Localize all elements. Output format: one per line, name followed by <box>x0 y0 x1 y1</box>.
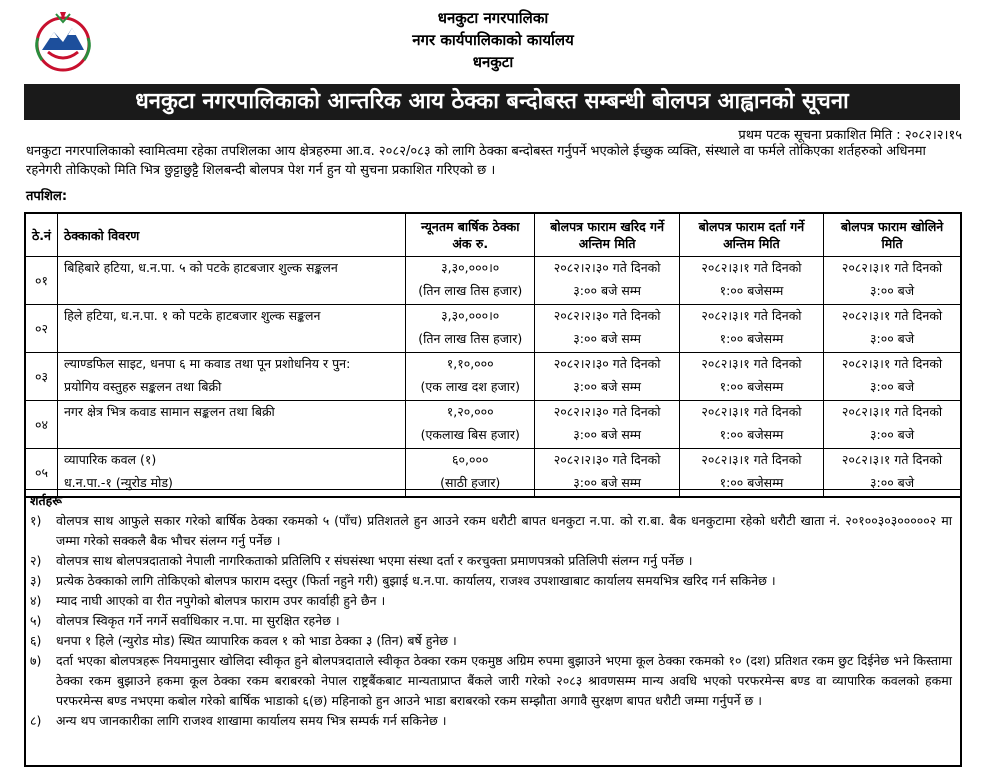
row-amount <box>405 353 535 401</box>
description-line: ध.न.पा.-१ (न्युरोड मोड) <box>63 475 173 490</box>
amount-value: ६०,००० <box>451 452 489 467</box>
row-open-date <box>824 353 961 401</box>
term-item <box>26 591 960 611</box>
terms-section <box>24 489 962 767</box>
open-time: ३:०० बजे <box>870 427 915 442</box>
description-line: प्रयोगिय वस्तुहरु सङ्कलन तथा बिक्री <box>63 379 222 394</box>
amount-words: (तिन लाख तिस हजार) <box>418 331 523 346</box>
row-amount <box>405 257 535 305</box>
term-number: ८) <box>30 713 42 728</box>
intro-paragraph: धनकुटा नगरपालिकाको स्वामित्वमा रहेका तपशिलका आय क्षेत्रहरुमा आ.व. २०८२/०८३ को लागि ठेक्का बन्दोबस्त गर्नुपर्ने भएकोले ईच्छुक व्यक्ति, संस्थाले वा फर्मले तोकिएका शर्तहरुको अधिनमा रहनेगरी तोकिएको मिति भित्र छुट्टाछुट्टै शिलबन्दी बोलपत्र पेश गर्न हुन यो सुचना प्रकाशित गरिएको छ । <box>26 144 926 178</box>
terms-title: शर्तहरू <box>30 493 62 508</box>
open-date: २०८२।३।१ गते दिनको <box>841 308 943 323</box>
register-time: १:०० बजेसम्म <box>719 427 784 442</box>
row-number: ०४ <box>25 401 57 449</box>
amount-value: ३,३०,०००।० <box>441 260 500 275</box>
open-time: ३:०० बजे <box>870 331 915 346</box>
buy-date: २०८२।२।३० गते दिनको <box>553 404 661 419</box>
row-description <box>57 257 405 305</box>
open-date: २०८२।३।१ गते दिनको <box>841 404 943 419</box>
row-number: ०५ <box>25 449 57 498</box>
term-item <box>26 711 960 731</box>
term-number: ७) <box>30 653 42 668</box>
term-text: प्रत्येक ठेक्काको लागि तोकिएको बोलपत्र फाराम दस्तुर (फिर्ता नहुने गरी) बुझाई ध.न.पा. कार्यालय, राजश्व उपशाखाबाट कार्यालय समयभित्र खरिद गर्न सकिनेछ । <box>56 573 776 588</box>
row-amount <box>405 305 535 353</box>
open-time: ३:०० बजे <box>870 379 915 394</box>
row-description <box>57 305 405 353</box>
contract-table <box>24 212 962 498</box>
office-location: धनकुटा <box>472 53 514 71</box>
term-number: २) <box>30 553 42 568</box>
register-time: १:०० बजेसम्म <box>719 331 784 346</box>
open-date: २०८२।३।१ गते दिनको <box>841 452 943 467</box>
term-item <box>26 511 960 551</box>
register-date: २०८२।३।१ गते दिनको <box>701 356 802 371</box>
buy-time: ३:०० बजे सम्म <box>573 475 641 490</box>
municipality-name: धनकुटा नगरपालिका <box>437 9 549 27</box>
description-line: ल्याण्डफिल साइट, धनपा ६ मा कवाड तथा पून प्रशोधनिय र पुन: <box>63 356 351 371</box>
table-header-row <box>25 213 961 257</box>
row-number: ०२ <box>25 305 57 353</box>
office-name: नगर कार्यपालिकाको कार्यालय <box>412 31 574 49</box>
row-register-date <box>679 353 823 401</box>
term-text: वोलपत्र स्विकृत गर्ने नगर्ने सर्वाधिकार न.पा. मा सुरक्षित रहनेछ । <box>56 613 340 628</box>
open-time: ३:०० बजे <box>870 475 915 490</box>
row-register-date <box>679 305 823 353</box>
row-description <box>57 353 405 401</box>
amount-value: १,२०,००० <box>446 404 494 419</box>
row-buy-date <box>535 401 679 449</box>
row-buy-date <box>535 353 679 401</box>
col-header-buy-date: बोलपत्र फाराम खरिद गर्ने अन्तिम मिति <box>535 213 679 257</box>
amount-words: (एकलाख बिस हजार) <box>420 427 520 442</box>
table-row <box>25 353 961 401</box>
description-line: नगर क्षेत्र भित्र कवाड सामान सङ्कलन तथा बिक्री <box>63 404 275 419</box>
register-time: १:०० बजेसम्म <box>719 283 784 298</box>
publish-date: प्रथम पटक सूचना प्रकाशित मिति : २०८२।२।१५ <box>738 128 962 143</box>
amount-value: १,१०,००० <box>446 356 494 371</box>
row-number: ०३ <box>25 353 57 401</box>
term-number: ४) <box>30 593 42 608</box>
term-text: वोलपत्र साथ आफुले सकार गरेको बार्षिक ठेक्का रकमको ५ (पाँच) प्रतिशतले हुन आउने रकम धरौटी बापत धनकुटा न.पा. को रा.बा. बैक धनकुटामा रहेको धरौटी खाता नं. २०१००३०३०००००२ मा जम्मा गरेको सक्कलै बैक भौचर संलग्न गर्नु पर्नेछ । <box>56 513 952 548</box>
term-text: दर्ता भएका बोलपत्रहरू नियमानुसार खोलिदा स्वीकृत हुने बोलपत्रदाताले स्वीकृत ठेक्का रकम एकमुष्ठ अग्रिम रुपमा बुझाउने भएमा कूल ठेक्का रकमको १० (दश) प्रतिशत रकम छुट दिईनेछ भने किस्तामा ठेक्का रकम बुझाउने हकमा कूल ठेक्का रकम बराबरको नेपाल राष्ट्रबैंकबाट मान्यताप्राप्त बैंकले जारी गरेको २०८३ श्रावणसम्म मान्य अवधि भएको परफरमेन्स बण्ड वा व्यापारिक कवलको हकमा परफरमेन्स बण्ड नभएमा कबोल गरेको बार्षिक भाडाको ६(छ) महिनाको हुन आउने भाडा बराबरको रकम सम्झौता अगावै सुरक्षण बापत धरौटी जम्मा गर्नुपर्ने छ । <box>56 653 952 708</box>
term-item <box>26 551 960 571</box>
open-date: २०८२।३।१ गते दिनको <box>841 260 943 275</box>
row-open-date <box>824 401 961 449</box>
buy-time: ३:०० बजे सम्म <box>573 427 641 442</box>
col-header-description: ठेक्काको विवरण <box>57 213 405 257</box>
buy-date: २०८२।२।३० गते दिनको <box>553 308 661 323</box>
term-item <box>26 611 960 631</box>
buy-time: ३:०० बजे सम्म <box>573 331 641 346</box>
register-date: २०८२।३।१ गते दिनको <box>701 260 802 275</box>
buy-date: २०८२।२।३० गते दिनको <box>553 356 661 371</box>
term-item <box>26 571 960 591</box>
description-line: बिहिबारे हटिया, ध.न.पा. ५ को पटके हाटबजार शुल्क सङ्कलन <box>63 260 338 275</box>
buy-date: २०८२।२।३० गते दिनको <box>553 452 661 467</box>
amount-words: (तिन लाख तिस हजार) <box>418 283 523 298</box>
open-time: ३:०० बजे <box>870 283 915 298</box>
tapsil-label: तपशिल: <box>26 189 68 204</box>
row-register-date <box>679 257 823 305</box>
register-date: २०८२।३।१ गते दिनको <box>701 404 802 419</box>
col-header-open-date: बोलपत्र फाराम खोलिने मिति <box>824 213 961 257</box>
buy-date: २०८२।२।३० गते दिनको <box>553 260 661 275</box>
term-item <box>26 651 960 711</box>
register-time: १:०० बजेसम्म <box>719 475 784 490</box>
term-text: म्याद नाघी आएको वा रीत नपुगेको बोलपत्र फाराम उपर कार्वाही हुने छैन । <box>56 593 386 608</box>
register-time: १:०० बजेसम्म <box>719 379 784 394</box>
buy-time: ३:०० बजे सम्म <box>573 379 641 394</box>
register-date: २०८२।३।१ गते दिनको <box>701 452 802 467</box>
term-item <box>26 631 960 651</box>
notice-title: धनकुटा नगरपालिकाको आन्तरिक आय ठेक्का बन्दोबस्त सम्बन्धी बोलपत्र आह्वानको सूचना <box>24 84 960 120</box>
amount-value: ३,३०,०००।० <box>441 308 500 323</box>
col-header-register-date: बोलपत्र फाराम दर्ता गर्ने अन्तिम मिति <box>679 213 823 257</box>
term-text: अन्य थप जानकारीका लागि राजश्व शाखामा कार्यालय समय भित्र सम्पर्क गर्न सकिनेछ । <box>56 713 447 728</box>
open-date: २०८२।३।१ गते दिनको <box>841 356 943 371</box>
term-text: धनपा १ हिले (न्युरोड मोड) स्थित व्यापारिक कवल १ को भाडा ठेक्का ३ (तिन) बर्षे हुनेछ । <box>56 633 457 648</box>
register-date: २०८२।३।१ गते दिनको <box>701 308 802 323</box>
row-description <box>57 401 405 449</box>
table-row <box>25 401 961 449</box>
amount-words: (एक लाख दश हजार) <box>420 379 520 394</box>
buy-time: ३:०० बजे सम्म <box>573 283 641 298</box>
col-header-no: ठे.नं <box>25 213 57 257</box>
term-number: ३) <box>30 573 42 588</box>
description-line: हिले हटिया, ध.न.पा. १ को पटके हाटबजार शुल्क सङ्कलन <box>63 308 321 323</box>
row-open-date <box>824 257 961 305</box>
term-number: ५) <box>30 613 42 628</box>
table-row <box>25 257 961 305</box>
term-number: १) <box>30 513 42 528</box>
row-number: ०१ <box>25 257 57 305</box>
table-row <box>25 305 961 353</box>
term-text: वोलपत्र साथ बोलपत्रदाताको नेपाली नागरिकताको प्रतिलिपि र संघसंस्था भएमा संस्था दर्ता र करचुक्ता प्रमाणपत्रको प्रतिलिपी संलग्न गर्नु पर्नेछ । <box>56 553 693 568</box>
row-amount <box>405 401 535 449</box>
row-buy-date <box>535 257 679 305</box>
col-header-amount: न्यूनतम बार्षिक ठेक्का अंक रु. <box>405 213 535 257</box>
description-line: व्यापारिक कवल (१) <box>63 452 157 467</box>
row-buy-date <box>535 305 679 353</box>
row-open-date <box>824 305 961 353</box>
term-number: ६) <box>30 633 42 648</box>
row-register-date <box>679 401 823 449</box>
amount-words: (साठी हजार) <box>440 475 501 490</box>
